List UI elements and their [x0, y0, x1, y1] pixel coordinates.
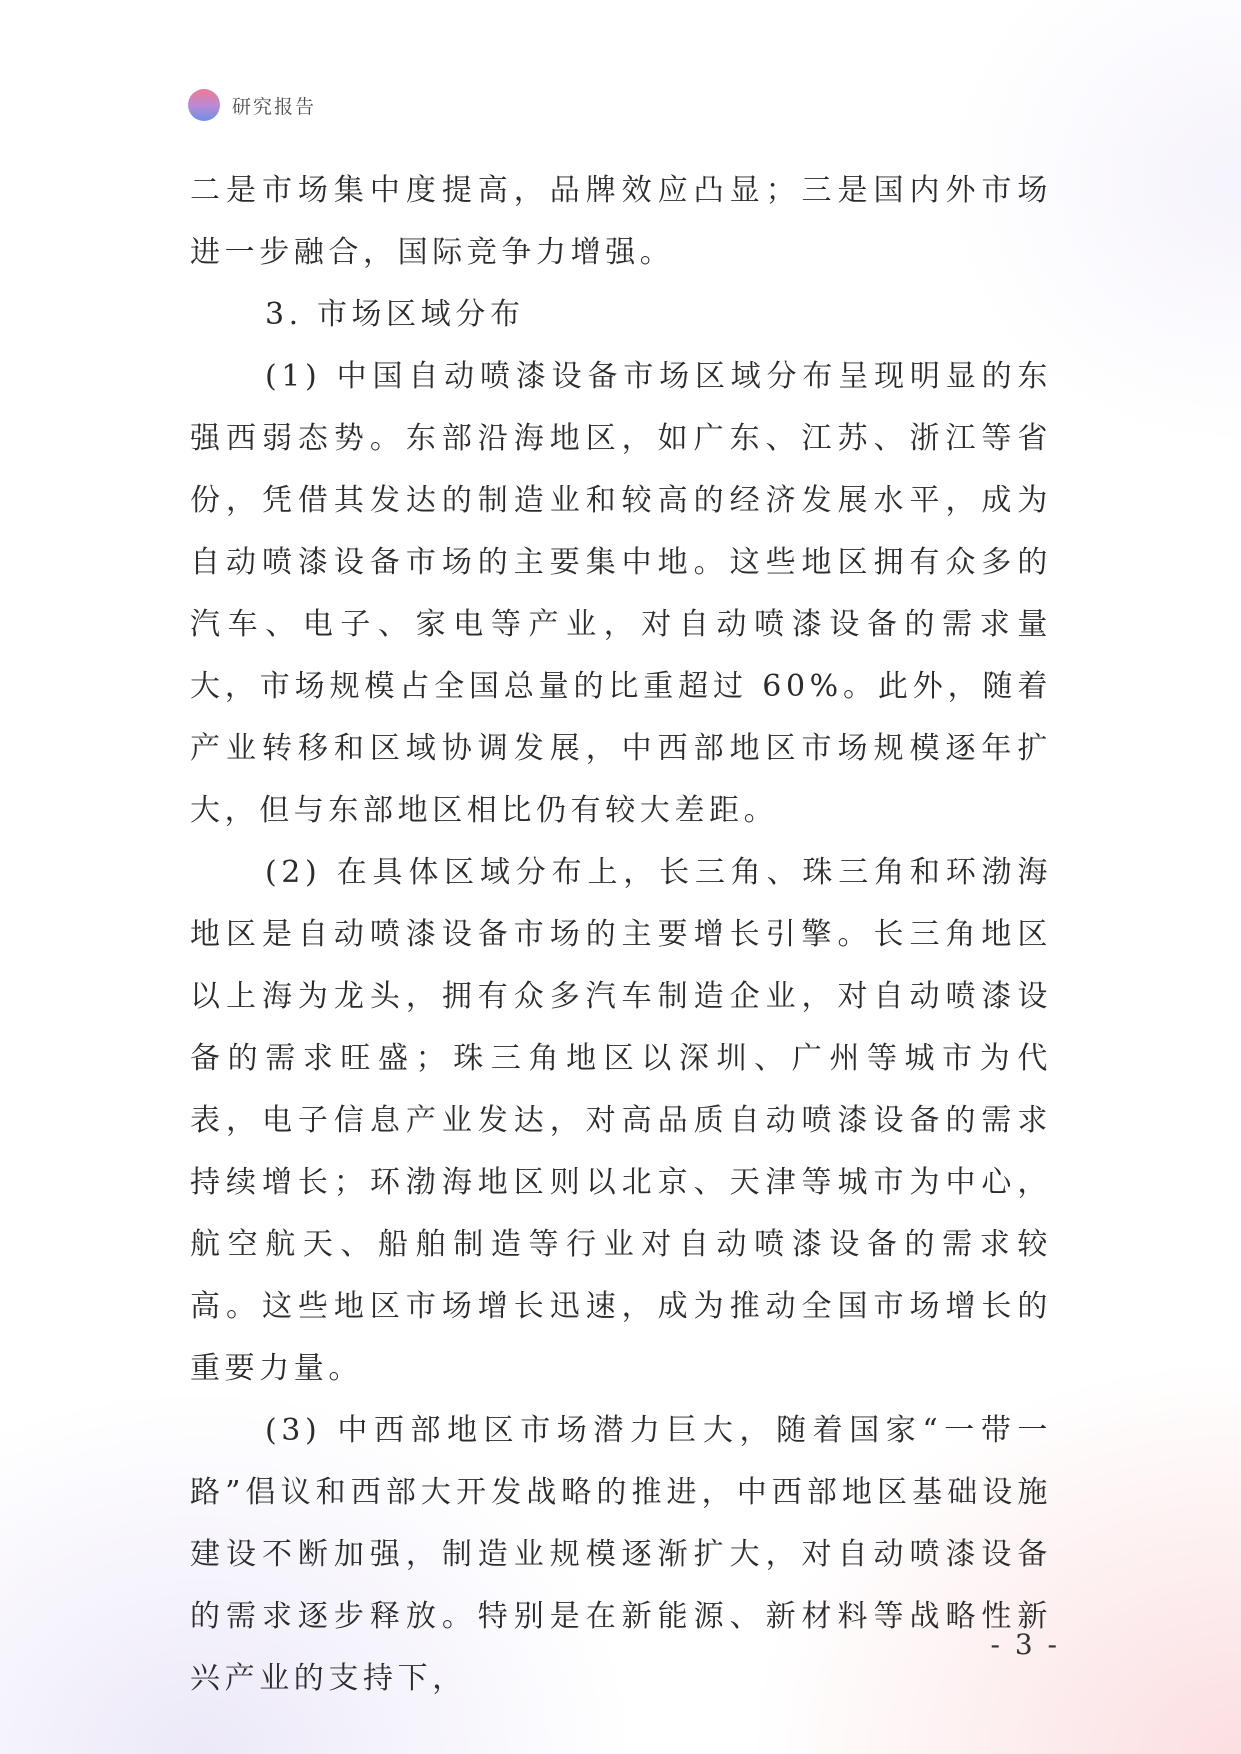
page-number: - 3 - [990, 1628, 1060, 1661]
header-title: 研究报告 [232, 95, 317, 118]
report-header [188, 88, 316, 122]
paragraph-continuation: 二是市场集中度提高，品牌效应凸显；三是国内外市场进一步融合，国际竞争力增强。 [190, 173, 1052, 270]
paragraph-2: (2) 在具体区域分布上，长三角、珠三角和环渤海地区是自动喷漆设备市场的主要增长引擎。长三角地区以上海为龙头，拥有众多汽车制造企业，对自动喷漆设备的需求旺盛；珠三角地区以深圳、广州等城市为代表，电子信息产业发达，对高品质自动喷漆设备的需求持续增长；环渤海地区则以北京、天津等城市为中心，航空航天、船舶制造等行业对自动喷漆设备的需求较高。这些地区市场增长迅速，成为推动全国市场增长的重要力量。 [190, 855, 1052, 1386]
section-heading: 3. 市场区域分布 [265, 297, 525, 332]
paragraph-3: (3) 中西部地区市场潜力巨大，随着国家“一带一路”倡议和西部大开发战略的推进，中西部地区基础设施建设不断加强，制造业规模逐渐扩大，对自动喷漆设备的需求逐步释放。特别是在新能源、新材料等战略性新兴产业的支持下， [190, 1413, 1052, 1696]
document-body [190, 160, 1052, 1710]
paragraph-1: (1) 中国自动喷漆设备市场区域分布呈现明显的东强西弱态势。东部沿海地区，如广东、江苏、浙江等省份，凭借其发达的制造业和较高的经济发展水平，成为自动喷漆设备市场的主要集中地。这些地区拥有众多的汽车、电子、家电等产业，对自动喷漆设备的需求量大，市场规模占全国总量的比重超过 60%。此外，随着产业转移和区域协调发展，中西部地区市场规模逐年扩大，但与东部地区相比仍有较大差距。 [190, 359, 1052, 828]
report-logo-icon [188, 89, 220, 121]
